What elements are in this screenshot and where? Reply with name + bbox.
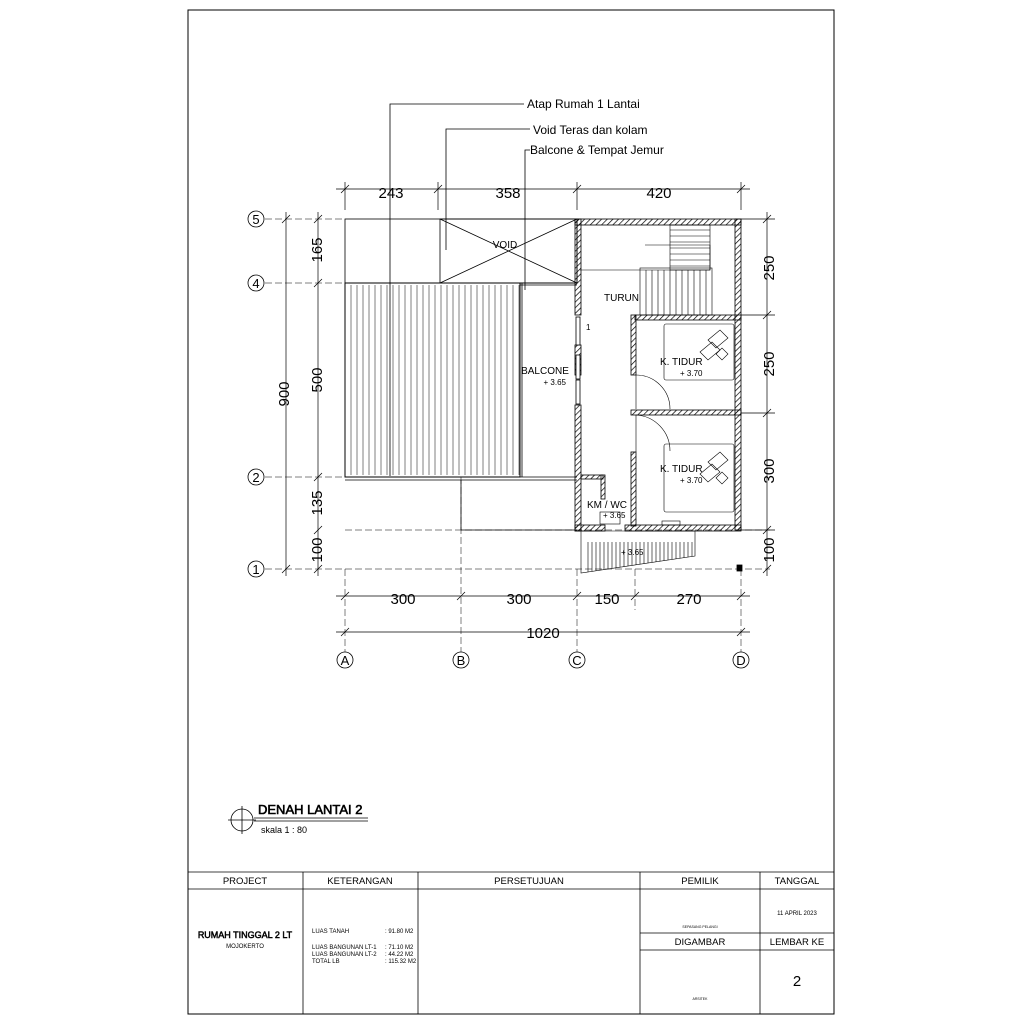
tb-drawn-by: ARSITEK xyxy=(692,997,708,1001)
tb-keterangan-value-2: : 71.10 M2 xyxy=(385,945,414,951)
dim-bottom-total: 1020 xyxy=(526,625,560,642)
tb-header-project: PROJECT xyxy=(222,876,268,887)
grid-row-1: 1 xyxy=(252,562,260,577)
dim-right-250b: 250 xyxy=(761,351,778,377)
tb-keterangan-label-3: LUAS BANGUNAN LT-2 xyxy=(312,952,377,958)
tb-project-name: RUMAH TINGGAL 2 LT xyxy=(197,930,293,940)
dim-left-100: 100 xyxy=(309,537,326,563)
tb-keterangan-value-3: : 44.22 M2 xyxy=(385,952,414,958)
tb-header-keterangan: KETERANGAN xyxy=(327,876,393,887)
bedroom-1-elevation: + 3.70 xyxy=(680,369,703,378)
dim-left-900: 900 xyxy=(276,381,293,407)
dim-top-420: 420 xyxy=(646,185,672,202)
tb-owner-name: SEPASANG PELANGI xyxy=(682,925,718,929)
tb-header-digambar: DIGAMBAR xyxy=(674,937,726,948)
tb-header-tanggal: TANGGAL xyxy=(774,876,820,887)
tb-keterangan-label-4: TOTAL LB xyxy=(312,959,340,965)
tb-date: 11 APRIL 2023 xyxy=(777,911,817,917)
annotation-void-terrace: Void Teras dan kolam xyxy=(533,123,648,137)
roof-area xyxy=(345,283,520,477)
door-mark: 1 xyxy=(586,323,591,332)
dim-left-165: 165 xyxy=(309,237,326,263)
tb-keterangan-value-4: : 115.32 M2 xyxy=(385,959,417,965)
annotation-balcone-jemur: Balcone & Tempat Jemur xyxy=(530,143,664,157)
bathroom-label: KM / WC xyxy=(587,500,627,511)
balcone-label: BALCONE xyxy=(521,366,569,377)
bedroom-1-label: K. TIDUR xyxy=(660,357,703,368)
door-frames xyxy=(576,317,580,404)
grid-col-d: D xyxy=(736,653,746,668)
dim-top-358: 358 xyxy=(495,185,521,202)
dim-top-243: 243 xyxy=(378,185,404,202)
drawing-title: DENAH LANTAI 2 xyxy=(258,802,363,817)
tb-header-persetujuan: PERSETUJUAN xyxy=(494,876,564,887)
stair xyxy=(580,225,712,315)
dim-left-135: 135 xyxy=(309,490,326,516)
tb-project-location: MOJOKERTO xyxy=(226,944,264,950)
dim-right-250a: 250 xyxy=(761,255,778,281)
tb-header-pemilik: PEMILIK xyxy=(681,876,719,887)
dim-right-300: 300 xyxy=(761,458,778,484)
title-block xyxy=(188,872,834,1014)
grid-col-b: B xyxy=(456,653,466,668)
dim-bottom-300b: 300 xyxy=(506,591,532,608)
bedroom-2-elevation: + 3.70 xyxy=(680,476,703,485)
bathroom-elevation: + 3.65 xyxy=(603,511,626,520)
front-stair-elevation: + 3.65 xyxy=(621,548,644,557)
tb-header-lembar: LEMBAR KE xyxy=(769,937,825,948)
grid-col-a: A xyxy=(340,653,350,668)
grid-row-5: 5 xyxy=(252,212,260,227)
drawing-scale: skala 1 : 80 xyxy=(261,825,308,835)
grid-bubbles xyxy=(248,211,749,668)
grid-row-2: 2 xyxy=(252,470,260,485)
balcone-area xyxy=(345,283,577,530)
void-area xyxy=(345,219,577,283)
dim-bottom-300a: 300 xyxy=(390,591,416,608)
tb-keterangan-label-1: LUAS TANAH xyxy=(312,929,350,935)
dim-right-100: 100 xyxy=(761,537,778,563)
dim-bottom-270: 270 xyxy=(676,591,702,608)
tb-keterangan-value-1: : 91.80 M2 xyxy=(385,929,414,935)
tb-keterangan-label-2: LUAS BANGUNAN LT-1 xyxy=(312,945,377,951)
dim-left-500: 500 xyxy=(309,367,326,393)
grid-col-c: C xyxy=(572,653,582,668)
balcone-elevation: + 3.65 xyxy=(543,378,566,387)
grid-row-4: 4 xyxy=(252,276,260,291)
void-label: VOID xyxy=(492,240,518,251)
annotation-roof: Atap Rumah 1 Lantai xyxy=(527,97,640,111)
dim-bottom-150: 150 xyxy=(594,591,620,608)
turun-label: TURUN xyxy=(604,293,639,304)
bedroom-2-label: K. TIDUR xyxy=(660,464,703,475)
tb-sheet-number: 2 xyxy=(792,973,802,990)
